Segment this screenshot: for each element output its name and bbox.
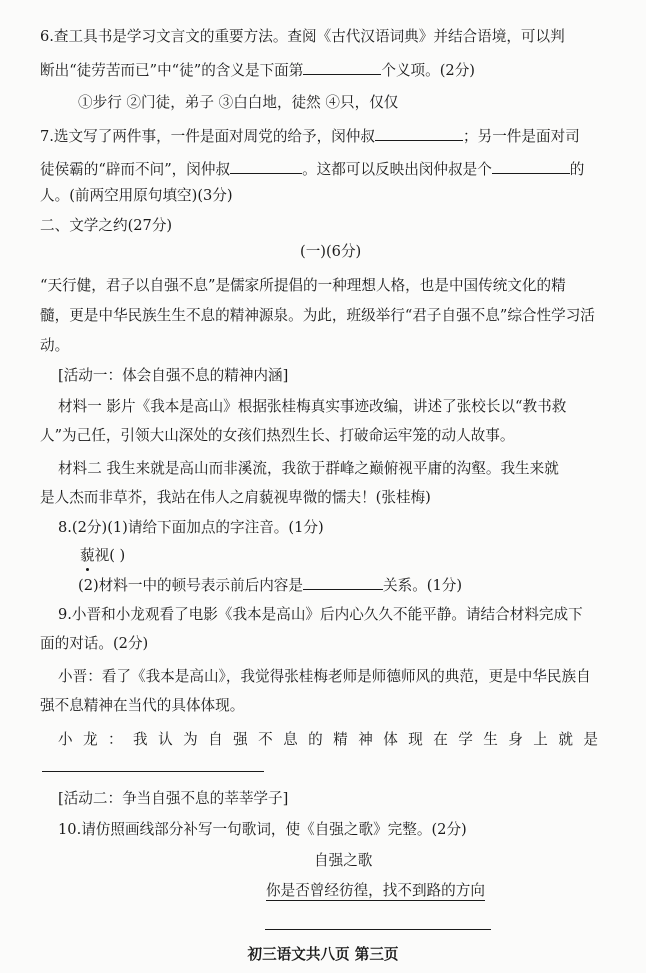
q6-line2: [40, 60, 475, 81]
xiaolong-char: 现: [408, 731, 423, 748]
q10-line1: 10.请仿照画线部分补写一句歌词，使《自强之歌》完整。(2分): [58, 821, 467, 838]
xiaolong-char: 的: [308, 731, 323, 748]
q6-line2-text-a: 断出“徒劳苦而已”中“徒”的含义是下面第: [40, 62, 304, 79]
song-title: 自强之歌: [314, 852, 373, 869]
q8-relation-blank[interactable]: [303, 575, 383, 590]
q7-line3: 人。(前两空用原句填空)(3分): [40, 187, 233, 204]
xiaolong-char: 认: [158, 731, 173, 748]
q7-blank-3[interactable]: [492, 159, 570, 174]
material-one-line2: 人”为己任，引领大山深处的女孩们热烈生长、打破命运牢笼的动人故事。: [40, 427, 515, 444]
q8-part2-text-b: 关系。(1分): [383, 577, 463, 594]
activity-one-heading: [活动一：体会自强不息的精神内涵]: [58, 367, 289, 384]
song-underlined-line: [266, 881, 485, 901]
song-model-lyric: 你是否曾经彷徨，找不到路的方向: [266, 882, 485, 899]
intro-line3: 动。: [40, 337, 70, 354]
q7-line1-text-b: ；另一件是面对司: [463, 128, 580, 145]
q10-answer-line[interactable]: [265, 929, 491, 930]
material-two-line1: 材料二 我生来就是高山而非溪流，我欲于群峰之巅俯视平庸的沟壑。我生来就: [58, 460, 559, 477]
xiaolong-char: 精: [333, 731, 348, 748]
q6-line2-text-b: 个义项。(2分): [381, 62, 476, 79]
material-one-line1: 材料一 影片《我本是高山》根据张桂梅真实事迹改编，讲述了张校长以“教书救: [58, 398, 567, 415]
q8-part2: [78, 575, 462, 596]
q9-line2: 面的对话。(2分): [40, 635, 149, 652]
q8-line1: 8.(2分)(1)请给下面加点的字注音。(1分): [58, 519, 324, 536]
q9-line1: 9.小晋和小龙观看了电影《我本是高山》后内心久久不能平静。请结合材料完成下: [58, 606, 583, 623]
xiaolong-char: 强: [233, 731, 248, 748]
xiaolong-char: 上: [533, 731, 548, 748]
q7-line1-text-a: 7.选文写了两件事，一件是面对周党的给予，闵仲叔: [40, 128, 375, 145]
xiaolong-char: 龙: [83, 731, 98, 748]
xiaolong-char: 为: [183, 731, 198, 748]
subsection-heading: (一)(6分): [300, 243, 362, 260]
xiaolong-char: 学: [458, 731, 473, 748]
q7-blank-2[interactable]: [230, 159, 302, 174]
xiaolong-char: 小: [58, 731, 73, 748]
xiaojin-line2: 强不息精神在当代的具体体现。: [40, 697, 245, 714]
xiaolong-char: 就: [558, 731, 573, 748]
xiaolong-char: ：: [108, 731, 123, 748]
xiaolong-line: [58, 730, 598, 750]
xiaolong-char: 身: [508, 731, 523, 748]
q8-pinyin-slot[interactable]: 视( ): [94, 547, 126, 564]
xiaolong-char: 不: [258, 731, 273, 748]
intro-line1: “天行健，君子以自强不息”是儒家所提倡的一种理想人格，也是中国传统文化的精: [40, 277, 566, 294]
q7-line2-text-b: 。这都可以反映出闵仲叔是个: [302, 161, 492, 178]
xiaolong-char: 我: [133, 731, 148, 748]
q6-answer-blank[interactable]: [303, 60, 381, 75]
xiaolong-char: 息: [283, 731, 298, 748]
section-heading: 二、文学之约(27分): [40, 217, 173, 234]
q7-line2-text-a: 徒侯霸的“辟而不问”，闵仲叔: [40, 161, 231, 178]
activity-two-heading: [活动二：争当自强不息的莘莘学子]: [58, 790, 289, 807]
q8-part2-text-a: (2)材料一中的顿号表示前后内容是: [78, 577, 303, 594]
xiaojin-line1: 小晋：看了《我本是高山》，我觉得张桂梅老师是师德师风的典范，更是中华民族自: [58, 668, 591, 685]
q7-line2: [40, 159, 584, 180]
material-two-line2: 是人杰而非草芥，我站在伟人之肩藐视卑微的懦夫！(张桂梅): [40, 489, 431, 506]
q7-line2-text-c: 的: [569, 161, 585, 178]
q9-answer-line[interactable]: [42, 771, 264, 772]
q6-line1: 6.查工具书是学习文言文的重要方法。查阅《古代汉语词典》并结合语境，可以判: [40, 28, 565, 45]
xiaolong-char: 体: [383, 731, 398, 748]
xiaolong-char: 自: [208, 731, 223, 748]
xiaolong-char: 是: [583, 731, 598, 748]
q6-options: ①步行 ②门徒，弟子 ③白白地，徒然 ④只，仅仅: [78, 94, 399, 111]
q7-blank-1[interactable]: [375, 126, 463, 141]
xiaolong-char: 神: [358, 731, 373, 748]
xiaolong-char: 生: [483, 731, 498, 748]
dotted-character: 藐: [80, 547, 95, 564]
intro-line2: 髓，更是中华民族生生不息的精神源泉。为此，班级举行“君子自强不息”综合性学习活: [40, 307, 595, 324]
q7-line1: [40, 126, 580, 147]
xiaolong-char: 在: [433, 731, 448, 748]
q8-pinyin-item: [80, 546, 125, 566]
page-footer: 初三语文共八页 第三页: [247, 946, 399, 963]
